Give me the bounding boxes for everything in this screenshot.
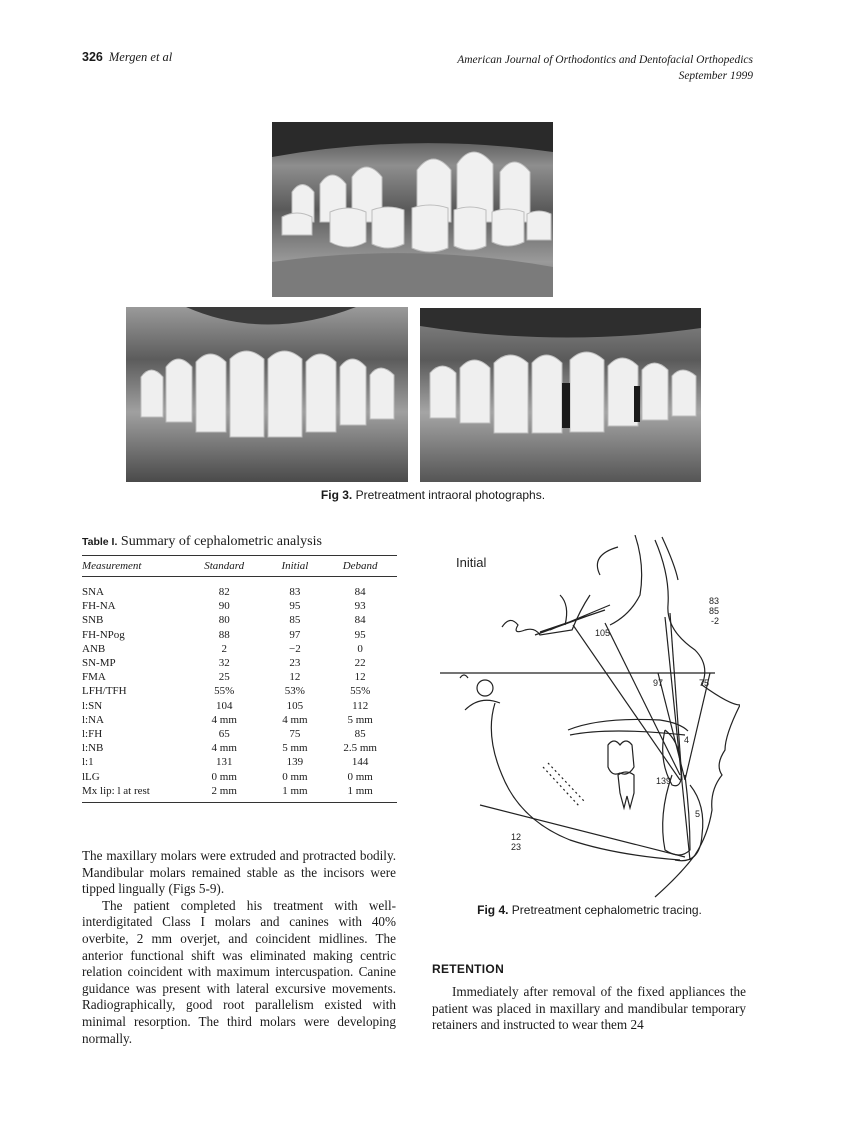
value-cell: 0 (357, 642, 363, 655)
value-cell: 104 (215, 699, 233, 712)
value-cell: 1 mm (266, 784, 323, 803)
intraoral-photo-frontal (272, 122, 553, 297)
table-title-text: Summary of cephalometric analysis (120, 534, 322, 549)
measurement-cell: FMA (82, 671, 106, 684)
table-title (82, 534, 322, 550)
value-cell: 55% (350, 685, 371, 698)
value-cell: 22 (354, 657, 366, 670)
measurement-cell: FH-NPog (82, 628, 125, 641)
intraoral-photo-left (420, 308, 701, 482)
value-cell: 95 (354, 628, 366, 641)
journal-name: American Journal of Orthodontics and Dentofacial Orthopedics (457, 54, 753, 66)
figure3-caption (0, 488, 866, 502)
value-cell: 1 mm (323, 784, 397, 803)
measurement-cell: l:FH (82, 728, 103, 741)
value-cell: 25 (218, 671, 230, 684)
table-label: Table I. (82, 536, 118, 548)
table-row (82, 613, 397, 627)
figure4-label: Fig 4. (477, 903, 509, 917)
figure3-caption-text: Pretreatment intraoral photographs. (355, 488, 546, 502)
column-header: Initial (266, 556, 323, 577)
value-cell: 75 (289, 728, 301, 741)
value-cell: 85 (354, 728, 366, 741)
value-cell: 90 (218, 600, 230, 613)
column-header: Standard (182, 556, 266, 577)
measurement-cell: SN-MP (82, 657, 116, 670)
value-cell: 85 (289, 614, 301, 627)
retention-heading: RETENTION (432, 962, 505, 976)
value-cell: 93 (354, 600, 366, 613)
tracing-label-97: 97 (653, 678, 664, 688)
value-cell: 112 (352, 699, 369, 712)
table-row (82, 784, 397, 803)
column-header: Deband (323, 556, 397, 577)
measurement-cell: SNA (82, 586, 105, 598)
value-cell: 131 (215, 756, 233, 769)
tracing-label-4: 4 (684, 735, 690, 745)
measurement-cell: l:1 (82, 756, 94, 769)
figure3-label: Fig 3. (320, 488, 353, 502)
paragraph-completion: The patient completed his treatment with well-interdigitated Class I molars and canines with 40% overbite, 2 mm overjet, and coincident midlines. The anterior functional shift was eliminated making centric relation coincident with maximum intercuspation. Canine guidance was present with lateral excursive movements. Radiographically, good root parallelism existed with minimal resorption. The third molars were developing normally. (82, 897, 396, 1046)
value-cell: 83 (289, 586, 301, 598)
value-cell: 88 (218, 628, 230, 641)
column-header: Measurement (82, 556, 182, 577)
tracing-label-23: 23 (511, 842, 522, 852)
value-cell: 2 (221, 642, 227, 655)
value-cell: 2 mm (182, 784, 266, 803)
issue-date: September 1999 (678, 70, 753, 82)
tracing-title: Initial (456, 555, 487, 570)
value-cell: 2.5 mm (343, 742, 377, 755)
value-cell: 4 mm (211, 742, 237, 755)
table-row (82, 656, 397, 670)
measurement-cell: lLG (82, 770, 100, 783)
figure4-caption-text: Pretreatment cephalometric tracing. (511, 903, 702, 917)
intraoral-photo-right (126, 307, 408, 482)
table-row (82, 642, 397, 656)
value-cell: 5 mm (282, 742, 308, 755)
measurement-cell: l:NB (82, 742, 104, 755)
table-row (82, 670, 397, 684)
table-row (82, 699, 397, 713)
value-cell: 0 mm (211, 770, 237, 783)
measurement-cell: FH-NA (82, 600, 116, 613)
left-column-text (82, 848, 396, 1047)
value-cell: 97 (289, 628, 301, 641)
tracing-label-12: 12 (511, 832, 522, 842)
value-cell: 12 (289, 671, 301, 684)
table-row (82, 684, 397, 698)
measurement-cell: SNB (82, 614, 104, 627)
paragraph-retention: Immediately after removal of the fixed appliances the patient was placed in maxillary and mandibular temporary retainers and instructed to wear them 24 (432, 984, 746, 1033)
measurement-cell: l:NA (82, 713, 104, 726)
tracing-label-minus2: -2 (711, 616, 720, 626)
value-cell: 139 (286, 756, 304, 769)
value-cell: 4 mm (282, 713, 308, 726)
tracing-label-75: 75 (699, 678, 710, 688)
value-cell: 105 (286, 699, 304, 712)
table-row (82, 577, 397, 600)
figure4-caption (432, 903, 747, 917)
table-row (82, 755, 397, 769)
table-row (82, 727, 397, 741)
measurement-cell: ANB (82, 642, 106, 655)
value-cell: 4 mm (211, 713, 237, 726)
table-header-row (82, 556, 397, 577)
cephalometric-table (82, 555, 397, 803)
tracing-label-5: 5 (695, 809, 701, 819)
tracing-label-139: 139 (656, 776, 672, 786)
value-cell: 32 (218, 657, 230, 670)
table-row (82, 741, 397, 755)
value-cell: 95 (289, 600, 301, 613)
retention-text-block (432, 984, 746, 1034)
table-row (82, 770, 397, 784)
measurement-cell: Mx lip: l at rest (82, 784, 182, 803)
measurement-cell: LFH/TFH (82, 685, 127, 698)
value-cell: 80 (218, 614, 230, 627)
value-cell: 84 (354, 614, 366, 627)
value-cell: 82 (218, 586, 230, 598)
tracing-label-105: 105 (595, 628, 611, 638)
cephalometric-tracing (440, 535, 740, 900)
value-cell: −2 (289, 642, 301, 655)
value-cell: 23 (289, 657, 301, 670)
value-cell: 0 mm (347, 770, 373, 783)
paragraph-molars: The maxillary molars were extruded and protracted bodily. Mandibular molars remained stable as the incisors were tipped lingually (Figs 5-9). (82, 848, 396, 897)
value-cell: 0 mm (282, 770, 308, 783)
running-head-left (82, 50, 172, 65)
table-row (82, 628, 397, 642)
value-cell: 55% (214, 685, 235, 698)
measurement-cell: l:SN (82, 699, 103, 712)
value-cell: 53% (284, 685, 305, 698)
value-cell: 5 mm (347, 713, 373, 726)
value-cell: 144 (351, 756, 369, 769)
tracing-label-83: 83 (709, 596, 720, 606)
page-number: 326 (82, 50, 103, 64)
value-cell: 12 (354, 671, 366, 684)
authors: Mergen et al (108, 50, 173, 64)
running-head-right (457, 52, 753, 84)
tracing-label-85: 85 (709, 606, 720, 616)
value-cell: 84 (354, 586, 366, 598)
table-row (82, 599, 397, 613)
value-cell: 65 (218, 728, 230, 741)
table-row (82, 713, 397, 727)
